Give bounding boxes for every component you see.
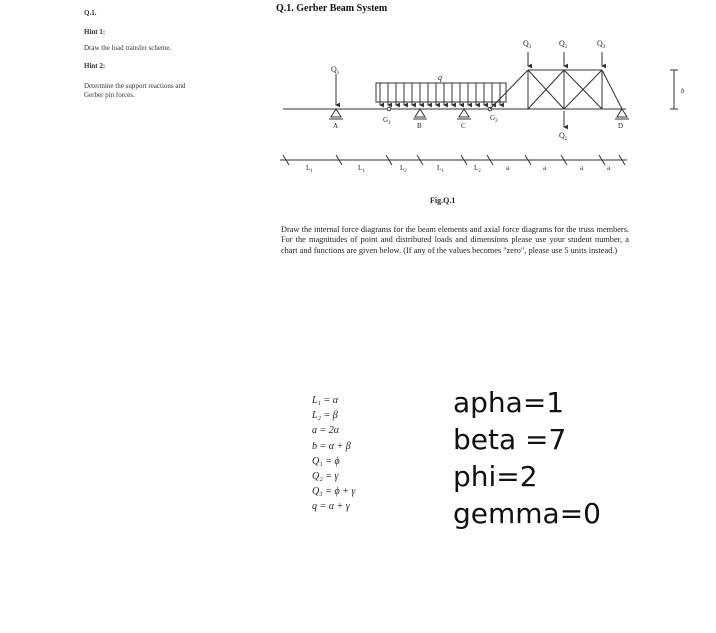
dim-label-3: $L_2$ <box>400 164 407 174</box>
dim-label-5: $L_2$ <box>474 164 481 174</box>
support-c <box>459 109 469 117</box>
label-q1: $Q_1$ <box>331 65 340 76</box>
label-g2: $G_2$ <box>490 114 498 124</box>
label-q: q <box>438 73 442 82</box>
given-values <box>453 384 601 532</box>
definition-item: b = α + β <box>312 440 351 452</box>
definition-item: a = 2α <box>312 425 339 437</box>
definition-item: Q₁ = ϕ <box>312 455 340 467</box>
hint2-text-line1: Determine the support reactions and <box>84 82 186 90</box>
definition-item: Q₂ = γ <box>312 471 339 483</box>
instructions-paragraph: Draw the internal force diagrams for the beam elements and axial force diagrams for the truss members. For the magnitudes of point and distributed loads and dimensions please use your student number, a chart and functions are given below. (If any of the values becomes "zero", please use 5 units instead.) <box>281 225 629 255</box>
label-b: B <box>417 122 422 130</box>
label-d: D <box>618 122 624 130</box>
support-d <box>617 109 627 117</box>
definition-item: Q₃ = ϕ + γ <box>312 486 356 498</box>
label-g1: $G_1$ <box>383 116 391 126</box>
label-b-dim: b <box>681 87 685 95</box>
given-value: phi=2 <box>453 460 538 493</box>
page-title: Q.1. Gerber Beam System <box>276 3 388 14</box>
dim-label-4: $L_1$ <box>437 164 444 174</box>
label-q3-1: $Q_3$ <box>523 39 532 50</box>
support-a <box>331 109 341 117</box>
definitions-list <box>312 393 355 515</box>
label-a: A <box>333 122 339 130</box>
given-value: apha=1 <box>453 386 565 419</box>
given-value: beta =7 <box>453 423 567 456</box>
truss <box>490 70 622 109</box>
definition-item: L₂ = β <box>312 410 338 422</box>
definition-item: L₁ = α <box>312 395 339 406</box>
given-value: gemma=0 <box>453 497 601 530</box>
label-q3-2: $Q_3$ <box>559 39 568 50</box>
label-q2: $Q_2$ <box>559 131 568 142</box>
dim-label-9: a <box>607 164 611 172</box>
definition-item: q = α + γ <box>312 501 350 513</box>
question-number: Q.1. <box>84 9 97 17</box>
hint1-text: Draw the load transfer scheme. <box>84 44 172 52</box>
dim-label-7: a <box>543 164 547 172</box>
hinge-g1 <box>387 107 391 111</box>
hint1-label: Hint 1: <box>84 28 106 36</box>
hint2-label: Hint 2: <box>84 62 106 70</box>
dim-label-1: $L_1$ <box>306 164 313 174</box>
hint2-text-line2: Gerber pin forces. <box>84 91 135 99</box>
dim-label-6: a <box>506 164 510 172</box>
support-b <box>415 109 425 117</box>
label-q3-3: $Q_3$ <box>597 39 606 50</box>
label-c: C <box>461 122 466 130</box>
dim-label-8: a <box>580 164 584 172</box>
figure-caption: Fig.Q.1 <box>430 196 456 205</box>
dim-label-2: $L_1$ <box>358 164 365 174</box>
gerber-beam-figure <box>0 0 716 200</box>
